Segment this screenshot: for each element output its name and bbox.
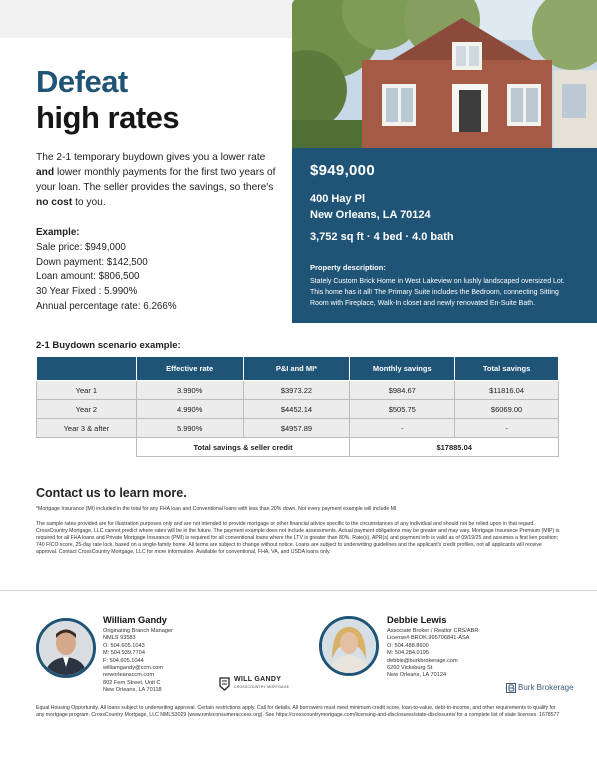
agent-street: 6260 Vicksburg St bbox=[387, 665, 433, 672]
table-cell: Year 2 bbox=[37, 400, 137, 419]
logo-subtitle: CROSSCOUNTRY MORTGAGE bbox=[234, 685, 290, 689]
agent-card-debbie-lewis bbox=[387, 614, 517, 680]
listing-description-label: Property description: bbox=[310, 263, 386, 272]
table-header-cell: Effective rate bbox=[136, 357, 243, 381]
listing-price: $949,000 bbox=[310, 162, 375, 179]
ccm-logo-icon bbox=[219, 677, 230, 691]
table-cell: $984.67 bbox=[350, 381, 455, 400]
table-header-cell: Monthly savings bbox=[350, 357, 455, 381]
agent-card-william-gandy bbox=[103, 614, 213, 695]
headline-line-2: high rates bbox=[36, 100, 180, 135]
example-rate: 30 Year Fixed : 5.990% bbox=[36, 286, 138, 298]
agent-city: New Orleans, LA 70124 bbox=[387, 672, 447, 679]
agent-nmls: NMLS 93583 bbox=[103, 635, 136, 642]
table-title: 2-1 Buydown scenario example: bbox=[36, 340, 181, 351]
table-row bbox=[37, 419, 559, 438]
example-title: Example: bbox=[36, 227, 80, 238]
example-loan-amount: Loan amount: $806,500 bbox=[36, 271, 140, 283]
disclaimer: The sample rates provided are for illustration purposes only and are not intended to provide mortgage or other financial advice specific to the circumstances of any individual and should not be relied upon in that regard. CrossCountry Mortgage, LLC cannot predict where rates will be in the future. The payment example does not include assessments. Actual payment obligations may be greater and may vary. Mortgage Insurance Premium (MIP) is required for all FHA loans and Private Mortgage Insurance (PMI) is required for all conventional loans where the LTV is greater than 80%. Rate(s), APR(s) and payment info is valid as of 09/19/25 and assumes a first lien position; 740 FICO score, 25-day rate lock, based on a single-family home. All terms are subject to change without notice. Loans are subject to underwriting guidelines and the applicant's credit profiles, not all applicants will receive approval. Contact CrossCountry Mortgage, LLC for more information. Available for conventional, FHA, VA, and USDA loans only. bbox=[36, 521, 560, 555]
listing-city: New Orleans, LA 70124 bbox=[310, 209, 431, 221]
burk-brokerage-logo-icon bbox=[506, 683, 516, 693]
table-cell: 5.990% bbox=[136, 419, 243, 438]
intro-paragraph bbox=[36, 150, 276, 210]
headline-line-1: Defeat bbox=[36, 64, 128, 99]
listing-street: 400 Hay Pl bbox=[310, 193, 366, 205]
listing-description: Stately Custom Brick Home in West Lakeview on lushly landscaped oversized Lot. This home has it all! The Primary Suite includes the Bedroom, connecting Sitting Room with Fireplace, Walk-In closet and newly renovated En-Suite Bath. bbox=[310, 278, 565, 307]
table-cell: Year 3 & after bbox=[37, 419, 137, 438]
table-row bbox=[37, 400, 559, 419]
agent-mobile-phone: M: 504.939.7704 bbox=[103, 650, 145, 657]
avatar-debbie-lewis bbox=[319, 616, 379, 676]
top-band bbox=[0, 0, 292, 38]
table-cell: $505.75 bbox=[350, 400, 455, 419]
footer-legal-text: Equal Housing Opportunity. All loans subject to underwriting approval. Certain restrictions apply. Call for details. All borrowers must meet minimum credit score, loan-to-value, debt-to-income, and other requirements to qualify for any mortgage program. CrossCountry Mortgage, LLC NMLS3029 (www.nmlsconsumeraccess.org). See https://crosscountrymortgage.com/licensing-and-disclosures/state-disclosures/ for a complete list of state licenses. 1678577 bbox=[36, 705, 560, 718]
agent-website-link[interactable]: neworleansccm.com bbox=[103, 672, 154, 679]
buydown-table bbox=[36, 356, 559, 457]
table-cell: $11816.04 bbox=[455, 381, 559, 400]
agent-name: Debbie Lewis bbox=[387, 615, 447, 625]
example-down-payment: Down payment: $142,500 bbox=[36, 256, 148, 268]
listing-info-box bbox=[292, 148, 597, 323]
example-block bbox=[36, 226, 177, 315]
mi-note: *Mortgage Insurance (MI) included in the total for any FHA loan and Conventional loans with less than 20% down. Not every payment example will include MI bbox=[36, 506, 397, 512]
intro-and: and bbox=[36, 167, 55, 178]
agent-name: William Gandy bbox=[103, 615, 167, 625]
table-header-cell: Total savings bbox=[455, 357, 559, 381]
agent-city: New Orleans, LA 70118 bbox=[103, 687, 162, 694]
agent-office-phone: O: 504.605.1043 bbox=[103, 642, 145, 649]
table-header-row bbox=[37, 357, 559, 381]
agent-office-phone: O: 504.488.8600 bbox=[387, 642, 429, 649]
contact-title: Contact us to learn more. bbox=[36, 486, 187, 500]
table-total-row bbox=[37, 438, 559, 457]
table-cell: Year 1 bbox=[37, 381, 137, 400]
example-sale-price: Sale price: $949,000 bbox=[36, 241, 126, 253]
table-cell-blank bbox=[37, 438, 137, 457]
agent-title: Originating Branch Manager bbox=[103, 628, 173, 634]
example-apr: Annual percentage rate: 6.266% bbox=[36, 300, 177, 312]
agent-mobile-phone: M: 504.284.0195 bbox=[387, 650, 429, 657]
table-header-cell: P&I and MI* bbox=[243, 357, 350, 381]
agent-title: Associate Broker / Realtor CRS/ABR bbox=[387, 628, 479, 634]
table-total-label: Total savings & seller credit bbox=[136, 438, 350, 457]
listing-address bbox=[310, 191, 579, 223]
table-cell: 4.990% bbox=[136, 400, 243, 419]
table-total-value: $17885.04 bbox=[350, 438, 559, 457]
table-cell: $4957.89 bbox=[243, 419, 350, 438]
table-cell: - bbox=[455, 419, 559, 438]
divider bbox=[0, 590, 597, 591]
intro-part-3: to you. bbox=[72, 197, 106, 208]
logo-text: Burk Brokerage bbox=[518, 683, 574, 692]
logo-name: WILL GANDY bbox=[234, 676, 282, 683]
avatar-william-gandy bbox=[36, 618, 96, 678]
burk-brokerage-logo bbox=[506, 683, 586, 695]
will-gandy-logo bbox=[219, 675, 319, 695]
agent-fax: F: 504.605.1044 bbox=[103, 657, 144, 664]
agent-street: 802 Fern Street, Unit C bbox=[103, 679, 161, 686]
table-cell: 3.990% bbox=[136, 381, 243, 400]
agent-license: License# BROK.995706841-ASA bbox=[387, 635, 470, 642]
table-cell: - bbox=[350, 419, 455, 438]
agent-email-link[interactable]: debbie@burkbrokerage.com bbox=[387, 657, 458, 664]
table-row bbox=[37, 381, 559, 400]
intro-part-1: The 2-1 temporary buydown gives you a lower rate bbox=[36, 152, 266, 163]
headline bbox=[36, 64, 179, 136]
table-header-cell bbox=[37, 357, 137, 381]
property-photo bbox=[292, 0, 597, 148]
table-cell: $4452.14 bbox=[243, 400, 350, 419]
intro-part-2: lower monthly payments for the first two years of your loan. The seller provides the savings, so there's bbox=[36, 167, 276, 193]
table-cell: $6069.00 bbox=[455, 400, 559, 419]
intro-no-cost: no cost bbox=[36, 197, 73, 208]
listing-specs: 3,752 sq ft · 4 bed · 4.0 bath bbox=[310, 231, 454, 243]
table-cell: $3973.22 bbox=[243, 381, 350, 400]
agent-email-link[interactable]: williamgandy@ccm.com bbox=[103, 665, 164, 672]
